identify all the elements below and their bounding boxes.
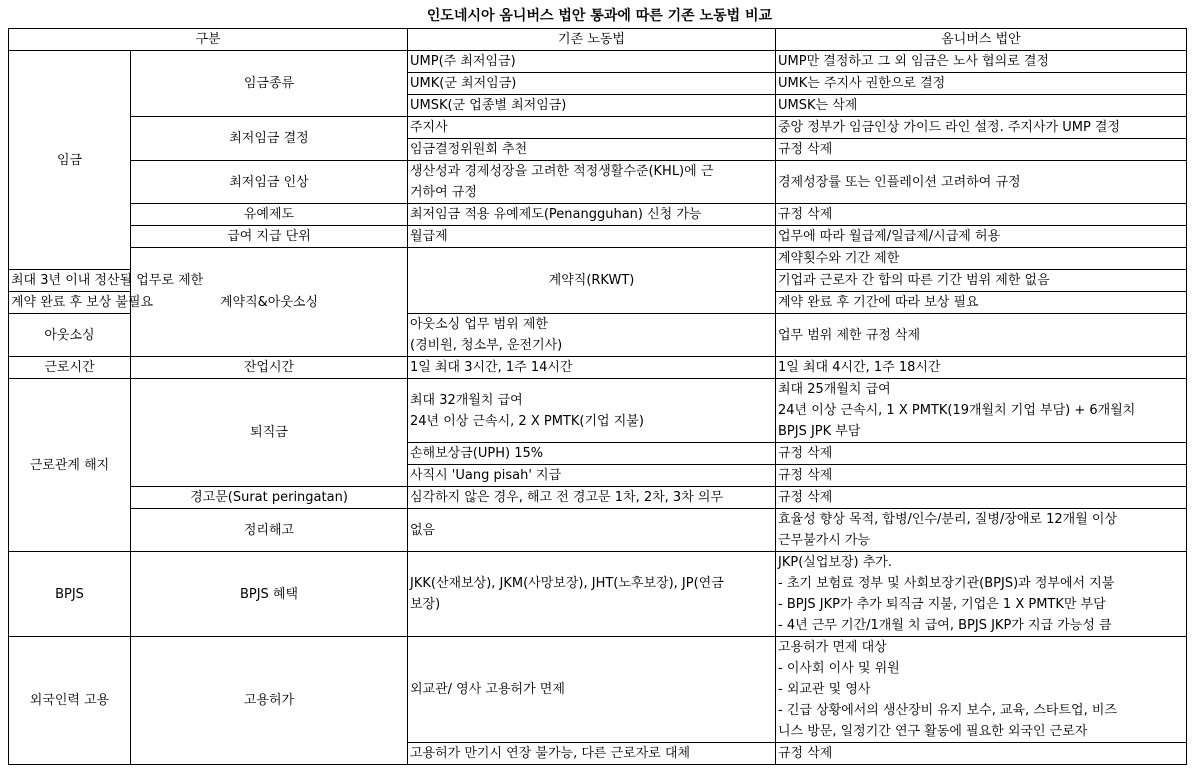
subcategory-permit: 고용허가 xyxy=(131,637,408,765)
cell-existing: 임금결정위원회 추천 xyxy=(408,139,776,161)
subcategory-overtime: 잔업시간 xyxy=(131,357,408,379)
subcategory-layoff: 정리해고 xyxy=(131,509,408,552)
table-row xyxy=(9,226,1187,248)
subcategory-pay-unit: 급여 지급 단위 xyxy=(131,226,408,248)
cell-existing: 손해보상금(UPH) 15% xyxy=(408,443,776,465)
subcategory-severance: 퇴직금 xyxy=(131,379,408,487)
cell-line: BPJS JPK 부담 xyxy=(778,424,861,439)
cell-omnibus xyxy=(776,379,1187,443)
cell-omnibus xyxy=(776,552,1187,637)
cell-line: - 외교관 및 영사 xyxy=(778,682,871,697)
subcategory-rkwt: 계약직(RKWT) xyxy=(408,248,776,314)
cell-line: 최대 32개월치 급여 xyxy=(410,392,523,408)
subcategory-min-wage-raise: 최저임금 인상 xyxy=(131,161,408,204)
cell-omnibus: 업무에 따라 월급제/일급제/시급제 허용 xyxy=(776,226,1187,248)
cell-omnibus: 규정 삭제 xyxy=(776,204,1187,226)
cell-existing xyxy=(408,379,776,443)
cell-existing xyxy=(408,161,776,204)
cell-line: 최대 25개월치 급여 xyxy=(778,382,891,397)
cell-line: 근무불가시 가능 xyxy=(778,533,871,548)
cell-line: 니스 방문, 일정기간 연구 활동에 필요한 외국인 근로자 xyxy=(778,724,1088,739)
cell-omnibus: 규정 삭제 xyxy=(776,465,1187,487)
cell-omnibus: 중앙 정부가 임금인상 가이드 라인 설정. 주지사가 UMP 결정 xyxy=(776,117,1187,139)
category-termination: 근로관계 해지 xyxy=(9,379,131,552)
cell-line: (경비원, 청소부, 운전기사) xyxy=(410,338,563,353)
cell-line: 효율성 향상 목적, 합병/인수/분리, 질병/장애로 12개월 이상 xyxy=(778,512,1118,527)
cell-omnibus: 규정 삭제 xyxy=(776,487,1187,509)
cell-line: 24년 이상 근속시, 1 X PMTK(19개월치 기업 부담) + 6개월치 xyxy=(778,403,1136,418)
cell-omnibus: UMP만 결정하고 그 외 임금은 노사 협의로 결정 xyxy=(776,51,1187,73)
document-title: 인도네시아 옴니버스 법안 통과에 따른 기존 노동법 비교 xyxy=(426,8,773,24)
comparison-table xyxy=(8,28,1187,765)
header-category: 구분 xyxy=(9,29,408,51)
header-omnibus: 옴니버스 법안 xyxy=(776,29,1187,51)
table-row xyxy=(9,51,1187,73)
cell-existing: 외교관/ 영사 고용허가 면제 xyxy=(408,637,776,743)
cell-omnibus: 기업과 근로자 간 합의 따른 기간 범위 제한 없음 xyxy=(776,270,1187,292)
cell-existing: 사직시 'Uang pisah' 지급 xyxy=(408,465,776,487)
subcategory-wage-type: 임금종류 xyxy=(131,51,408,117)
cell-existing: 없음 xyxy=(408,509,776,552)
subcategory-bpjs-benefit: BPJS 혜택 xyxy=(131,552,408,637)
cell-line: 아웃소싱 업무 범위 제한 xyxy=(410,317,548,332)
cell-line: - 4년 근무 기간/1개월 치 급여, BPJS JKP가 지급 가능성 큼 xyxy=(778,618,1112,633)
table-row xyxy=(9,509,1187,552)
cell-line: 고용허가 면제 대상 xyxy=(778,640,887,655)
cell-omnibus xyxy=(776,509,1187,552)
cell-line: 보장) xyxy=(410,597,441,612)
cell-omnibus: UMSK는 삭제 xyxy=(776,95,1187,117)
cell-line: JKP(실업보장) 추가. xyxy=(778,555,892,570)
cell-existing: 월급제 xyxy=(408,226,776,248)
table-row xyxy=(9,248,1187,270)
cell-line: - 긴급 상황에서의 생산장비 유지 보수, 교육, 스타트업, 비즈 xyxy=(778,703,1117,718)
cell-existing: 고용허가 만기시 연장 불가능, 다른 근로자로 대체 xyxy=(408,743,776,765)
table-row xyxy=(9,161,1187,204)
cell-existing: 심각하지 않은 경우, 해고 전 경고문 1차, 2차, 3차 의무 xyxy=(408,487,776,509)
cell-line: - 이사회 이사 및 위원 xyxy=(778,661,900,676)
cell-omnibus: 규정 삭제 xyxy=(776,139,1187,161)
cell-line: 24년 이상 근속시, 2 X PMTK(기업 지불) xyxy=(410,413,644,429)
cell-line: - 초기 보험료 정부 및 사회보장기관(BPJS)과 정부에서 지불 xyxy=(778,576,1115,591)
table-row xyxy=(9,357,1187,379)
cell-omnibus: UMK는 주지사 권한으로 결정 xyxy=(776,73,1187,95)
subcategory-outsourcing: 아웃소싱 xyxy=(9,314,131,357)
subcategory-min-wage-decision: 최저임금 결정 xyxy=(131,117,408,161)
category-foreign: 외국인력 고용 xyxy=(9,637,131,765)
table-row xyxy=(9,487,1187,509)
cell-existing: 최저임금 적용 유예제도(Penangguhan) 신청 가능 xyxy=(408,204,776,226)
table-row xyxy=(9,204,1187,226)
table-row xyxy=(9,379,1187,443)
cell-omnibus: 1일 최대 4시간, 1주 18시간 xyxy=(776,357,1187,379)
cell-existing: 1일 최대 3시간, 1주 14시간 xyxy=(408,357,776,379)
cell-omnibus: 업무 범위 제한 규정 삭제 xyxy=(776,314,1187,357)
cell-existing: 주지사 xyxy=(408,117,776,139)
cell-existing: UMK(군 최저임금) xyxy=(408,73,776,95)
cell-omnibus: 규정 삭제 xyxy=(776,443,1187,465)
cell-line: 생산성과 경제성장을 고려한 적정생활수준(KHL)에 근 xyxy=(410,164,714,179)
cell-omnibus: 경제성장률 또는 인플레이션 고려하여 규정 xyxy=(776,161,1187,204)
cell-omnibus: 규정 삭제 xyxy=(776,743,1187,765)
category-bpjs: BPJS xyxy=(9,552,131,637)
cell-omnibus: 계약 완료 후 기간에 따라 보상 필요 xyxy=(776,292,1187,314)
header-existing: 기존 노동법 xyxy=(408,29,776,51)
cell-existing: 계약 완료 후 보상 불필요 xyxy=(9,292,131,314)
cell-existing: 최대 3년 이내 정산될 업무로 제한 xyxy=(9,270,131,292)
category-contract: 계약직&아웃소싱 xyxy=(131,248,408,357)
subcategory-deferral: 유예제도 xyxy=(131,204,408,226)
category-hours: 근로시간 xyxy=(9,357,131,379)
cell-line: - BPJS JKP가 추가 퇴직금 지불, 기업은 1 X PMTK만 부담 xyxy=(778,597,1106,612)
cell-existing xyxy=(408,552,776,637)
table-row xyxy=(9,637,1187,743)
cell-existing xyxy=(408,314,776,357)
cell-line: 거하여 규정 xyxy=(410,185,477,200)
cell-omnibus xyxy=(776,637,1187,743)
category-wage: 임금 xyxy=(9,51,131,270)
cell-existing: UMSK(군 업종별 최저임금) xyxy=(408,95,776,117)
cell-existing: UMP(주 최저임금) xyxy=(408,51,776,73)
subcategory-warning: 경고문(Surat peringatan) xyxy=(131,487,408,509)
table-row xyxy=(9,117,1187,139)
cell-existing: 계약횟수와 기간 제한 xyxy=(776,248,1187,270)
cell-line: JKK(산재보상), JKM(사망보장), JHT(노후보장), JP(연금 xyxy=(410,576,724,591)
table-row xyxy=(9,552,1187,637)
header-row xyxy=(9,29,1187,51)
